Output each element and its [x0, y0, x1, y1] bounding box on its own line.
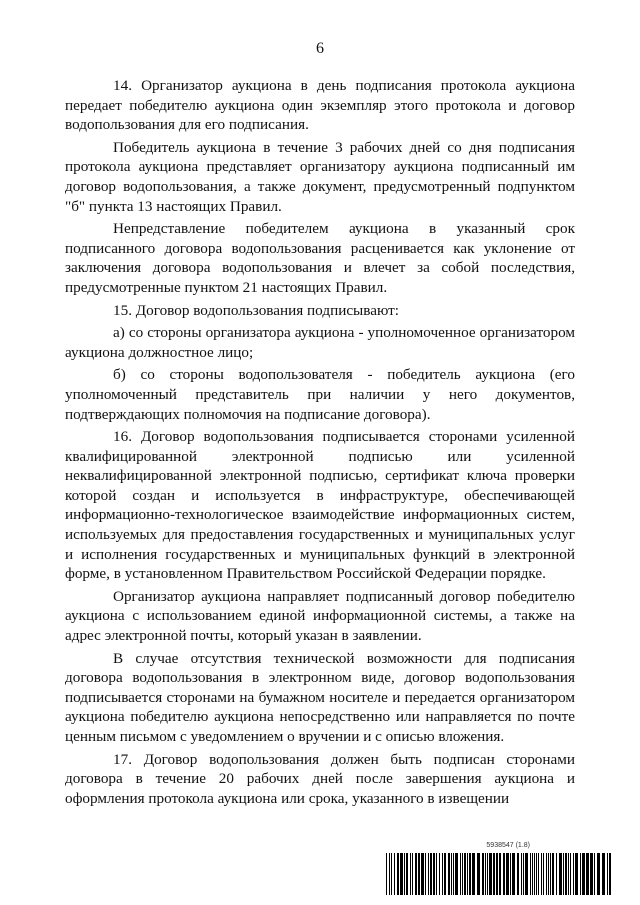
subparagraph-b: б) со стороны водопользователя - победитель аукциона (его уполномоченный представитель при наличии у него документов, подтверждающих полномочия на подписание договора).: [65, 366, 575, 423]
document-body: [65, 76, 575, 811]
subparagraph-a: а) со стороны организатора аукциона - уполномоченное организатором аукциона должностное лицо;: [65, 324, 575, 361]
paragraph-17: 17. Договор водопользования должен быть подписан сторонами договора в течение 20 рабочих дней после завершения аукциона и оформления протокола аукциона или срока, указанного в извещении: [65, 750, 575, 807]
paragraph-paper-signing: В случае отсутствия технической возможности для подписания договора водопользования в электронном виде, договор водопользования подписывается сторонами на бумажном носителе и передается организатором аукциона победителю аукциона непосредственно или направляется по почте ценным письмом с уведомлением о вручении и с описью вложения.: [65, 649, 575, 745]
barcode-number: 5938547 (1.8): [486, 842, 530, 849]
page-number: 6: [316, 40, 324, 57]
paragraph-non-submission: Непредставление победителем аукциона в указанный срок подписанного договора водопользования расценивается как уклонение от заключения договора водопользования и влечет за собой последствия, предусмотренные пунктом 21 настоящих Правил.: [65, 220, 575, 296]
paragraph-winner-signing: Победитель аукциона в течение 3 рабочих дней со дня подписания протокола аукциона представляет организатору аукциона подписанный им договор водопользования, а также документ, предусмотренный подпунктом "б" пункта 13 настоящих Правил.: [65, 138, 575, 215]
barcode: [386, 842, 612, 896]
barcode-graphic: [386, 853, 612, 895]
paragraph-16: 16. Договор водопользования подписывается сторонами усиленной квалифицированной электронной подписью или усиленной неквалифицированной электронной подписью, сертификат ключа проверки которой создан и используется в инфраструктуре, обеспечивающей информационно-технологическое взаимодействие информационных систем, используемых для предоставления государственных и муниципальных услуг и исполнения государственных и муниципальных функций в электронной форме, в установленном Правительством Российской Федерации порядке.: [65, 428, 575, 583]
paragraph-14: 14. Организатор аукциона в день подписания протокола аукциона передает победителю аукциона один экземпляр этого протокола и договор водопользования для его подписания.: [65, 77, 575, 134]
paragraph-sending-contract: Организатор аукциона направляет подписанный договор победителю аукциона с использованием единой информационной системы, а также на адрес электронной почты, который указан в заявлении.: [65, 587, 575, 645]
paragraph-15: 15. Договор водопользования подписывают:: [113, 301, 399, 319]
